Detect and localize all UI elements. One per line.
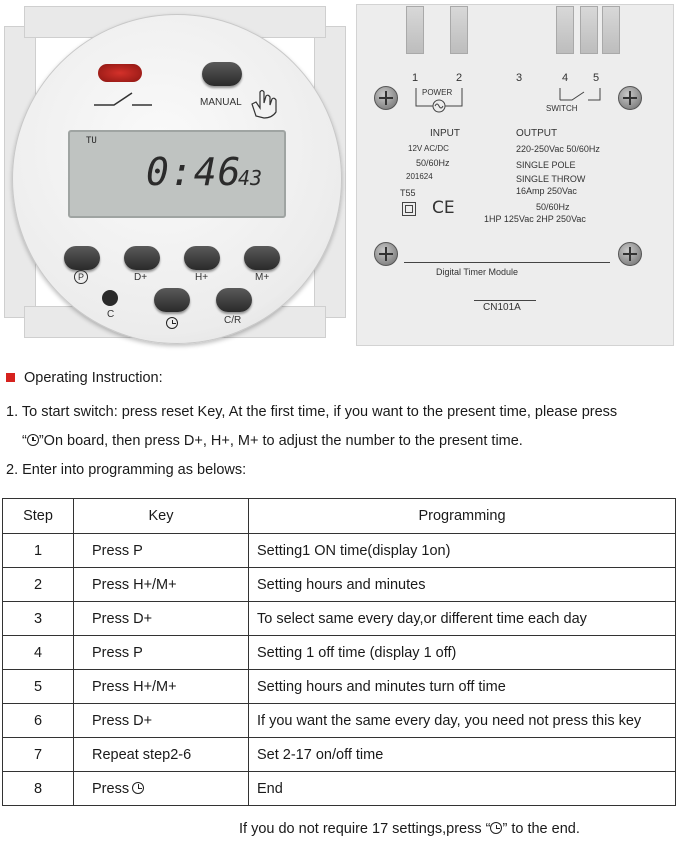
cell-step: 4 [3,636,74,670]
power-symbol-icon [414,84,464,118]
terminal-label-1: 1 [412,72,419,84]
table-header-row [3,499,676,534]
cr-button[interactable] [216,288,252,312]
h-plus-button[interactable] [184,246,220,270]
cell-step: 1 [3,534,74,568]
manual-button[interactable] [202,62,242,86]
cell-key: Press H+/M+ [74,568,249,602]
instruction-1-continuation: ”On board, then press D+, H+, M+ to adjust the number to the present time. [38,433,523,449]
cell-programming: Set 2-17 on/off time [249,738,676,772]
clock-label-icon [166,315,178,333]
instructions-title: Operating Instruction: [24,370,163,386]
input-voltage: 12V AC/DC [408,144,449,153]
cell-key [74,772,249,806]
clock-icon [132,782,144,794]
table-row [3,534,676,568]
screw-bottom-left-icon [374,242,398,266]
cell-programming: Setting hours and minutes turn off time [249,670,676,704]
power-label: POWER [422,88,453,97]
d-plus-label: D+ [134,272,148,283]
p-button[interactable] [64,246,100,270]
t55-label: T55 [400,188,416,198]
cell-programming: To select same every day,or different time each day [249,602,676,636]
clock-button[interactable] [154,288,190,312]
cell-programming: Setting hours and minutes [249,568,676,602]
model-label: CN101A [483,302,521,313]
cell-key-text: Press [92,780,130,797]
terminal-4 [580,6,598,54]
clock-icon [490,822,502,834]
screw-top-right-icon [618,86,642,110]
clock-icon [27,434,39,446]
output-throw: SINGLE THROW [516,174,586,184]
cell-programming: If you want the same every day, you need not press this key [249,704,676,738]
cell-step: 2 [3,568,74,602]
cell-programming: End [249,772,676,806]
lcd-display [68,130,286,218]
red-bullet-icon [6,373,15,382]
lcd-seconds: 43 [238,166,263,190]
back-panel [356,4,674,346]
table-row [3,738,676,772]
footnote-pre: If you do not require 17 settings,press “ [239,821,491,837]
cell-key: Press D+ [74,704,249,738]
footnote [239,821,580,837]
indicator-led [98,64,142,82]
cell-step: 7 [3,738,74,772]
terminal-label-5: 5 [593,72,600,84]
output-frequency: 50/60Hz [536,202,570,212]
lcd-day-indicator: TU [86,136,97,146]
d-plus-button[interactable] [124,246,160,270]
timer-back-image [356,0,676,346]
cell-key: Press D+ [74,602,249,636]
terminal-label-2: 2 [456,72,463,84]
cell-key: Repeat step2-6 [74,738,249,772]
lcd-time: 0:46 [146,150,242,194]
manual-label: MANUAL [200,97,242,108]
h-plus-label: H+ [195,272,209,283]
terminal-1 [406,6,424,54]
cell-step: 6 [3,704,74,738]
m-plus-label: M+ [255,272,270,283]
cell-key: Press H+/M+ [74,670,249,704]
table-row [3,772,676,806]
table-row [3,568,676,602]
ce-mark: CE [432,198,455,218]
output-horsepower: 1HP 125Vac 2HP 250Vac [484,214,586,224]
switch-symbol-icon [92,90,154,108]
header-key: Key [74,499,249,534]
terminal-3 [556,6,574,54]
output-voltage: 220-250Vac 50/60Hz [516,144,600,154]
input-code: 201624 [406,172,433,181]
screw-top-left-icon [374,86,398,110]
instructions-heading [6,370,163,386]
output-amperage: 16Amp 250Vac [516,186,577,196]
cell-programming: Setting 1 off time (display 1 off) [249,636,676,670]
cr-label: C/R [224,315,242,326]
cell-key: Press P [74,636,249,670]
output-pole: SINGLE POLE [516,160,576,170]
cell-step: 3 [3,602,74,636]
module-label: Digital Timer Module [436,267,519,277]
switch-contact-icon [556,86,606,106]
programming-table [2,498,676,806]
p-label: P [74,270,88,284]
open-quote: “ [22,433,27,449]
input-frequency: 50/60Hz [416,158,450,168]
c-label: C [107,309,115,320]
terminal-2 [450,6,468,54]
instruction-2: 2. Enter into programming as belows: [6,462,247,478]
timer-front-image [4,6,349,346]
table-row [3,636,676,670]
module-underline [404,262,610,263]
screw-bottom-right-icon [618,242,642,266]
cell-step: 5 [3,670,74,704]
m-plus-button[interactable] [244,246,280,270]
cell-programming: Setting1 ON time(display 1on) [249,534,676,568]
table-row [3,670,676,704]
input-title: INPUT [430,128,460,139]
cell-key: Press P [74,534,249,568]
table-row [3,602,676,636]
cell-step: 8 [3,772,74,806]
double-insulation-icon [402,202,416,216]
c-reset-button[interactable] [102,290,118,306]
terminal-label-4: 4 [562,72,569,84]
instruction-1-line-b [22,433,523,449]
terminal-5 [602,6,620,54]
switch-label: SWITCH [546,104,578,113]
model-overline [474,300,536,301]
terminal-label-3: 3 [516,72,523,84]
output-title: OUTPUT [516,128,558,139]
table-row [3,704,676,738]
instruction-1-line-a: 1. To start switch: press reset Key, At the first time, if you want to the present time, please press [6,404,618,420]
header-step: Step [3,499,74,534]
header-programming: Programming [249,499,676,534]
hand-pointer-icon [250,86,280,120]
footnote-post: ” to the end. [502,821,580,837]
